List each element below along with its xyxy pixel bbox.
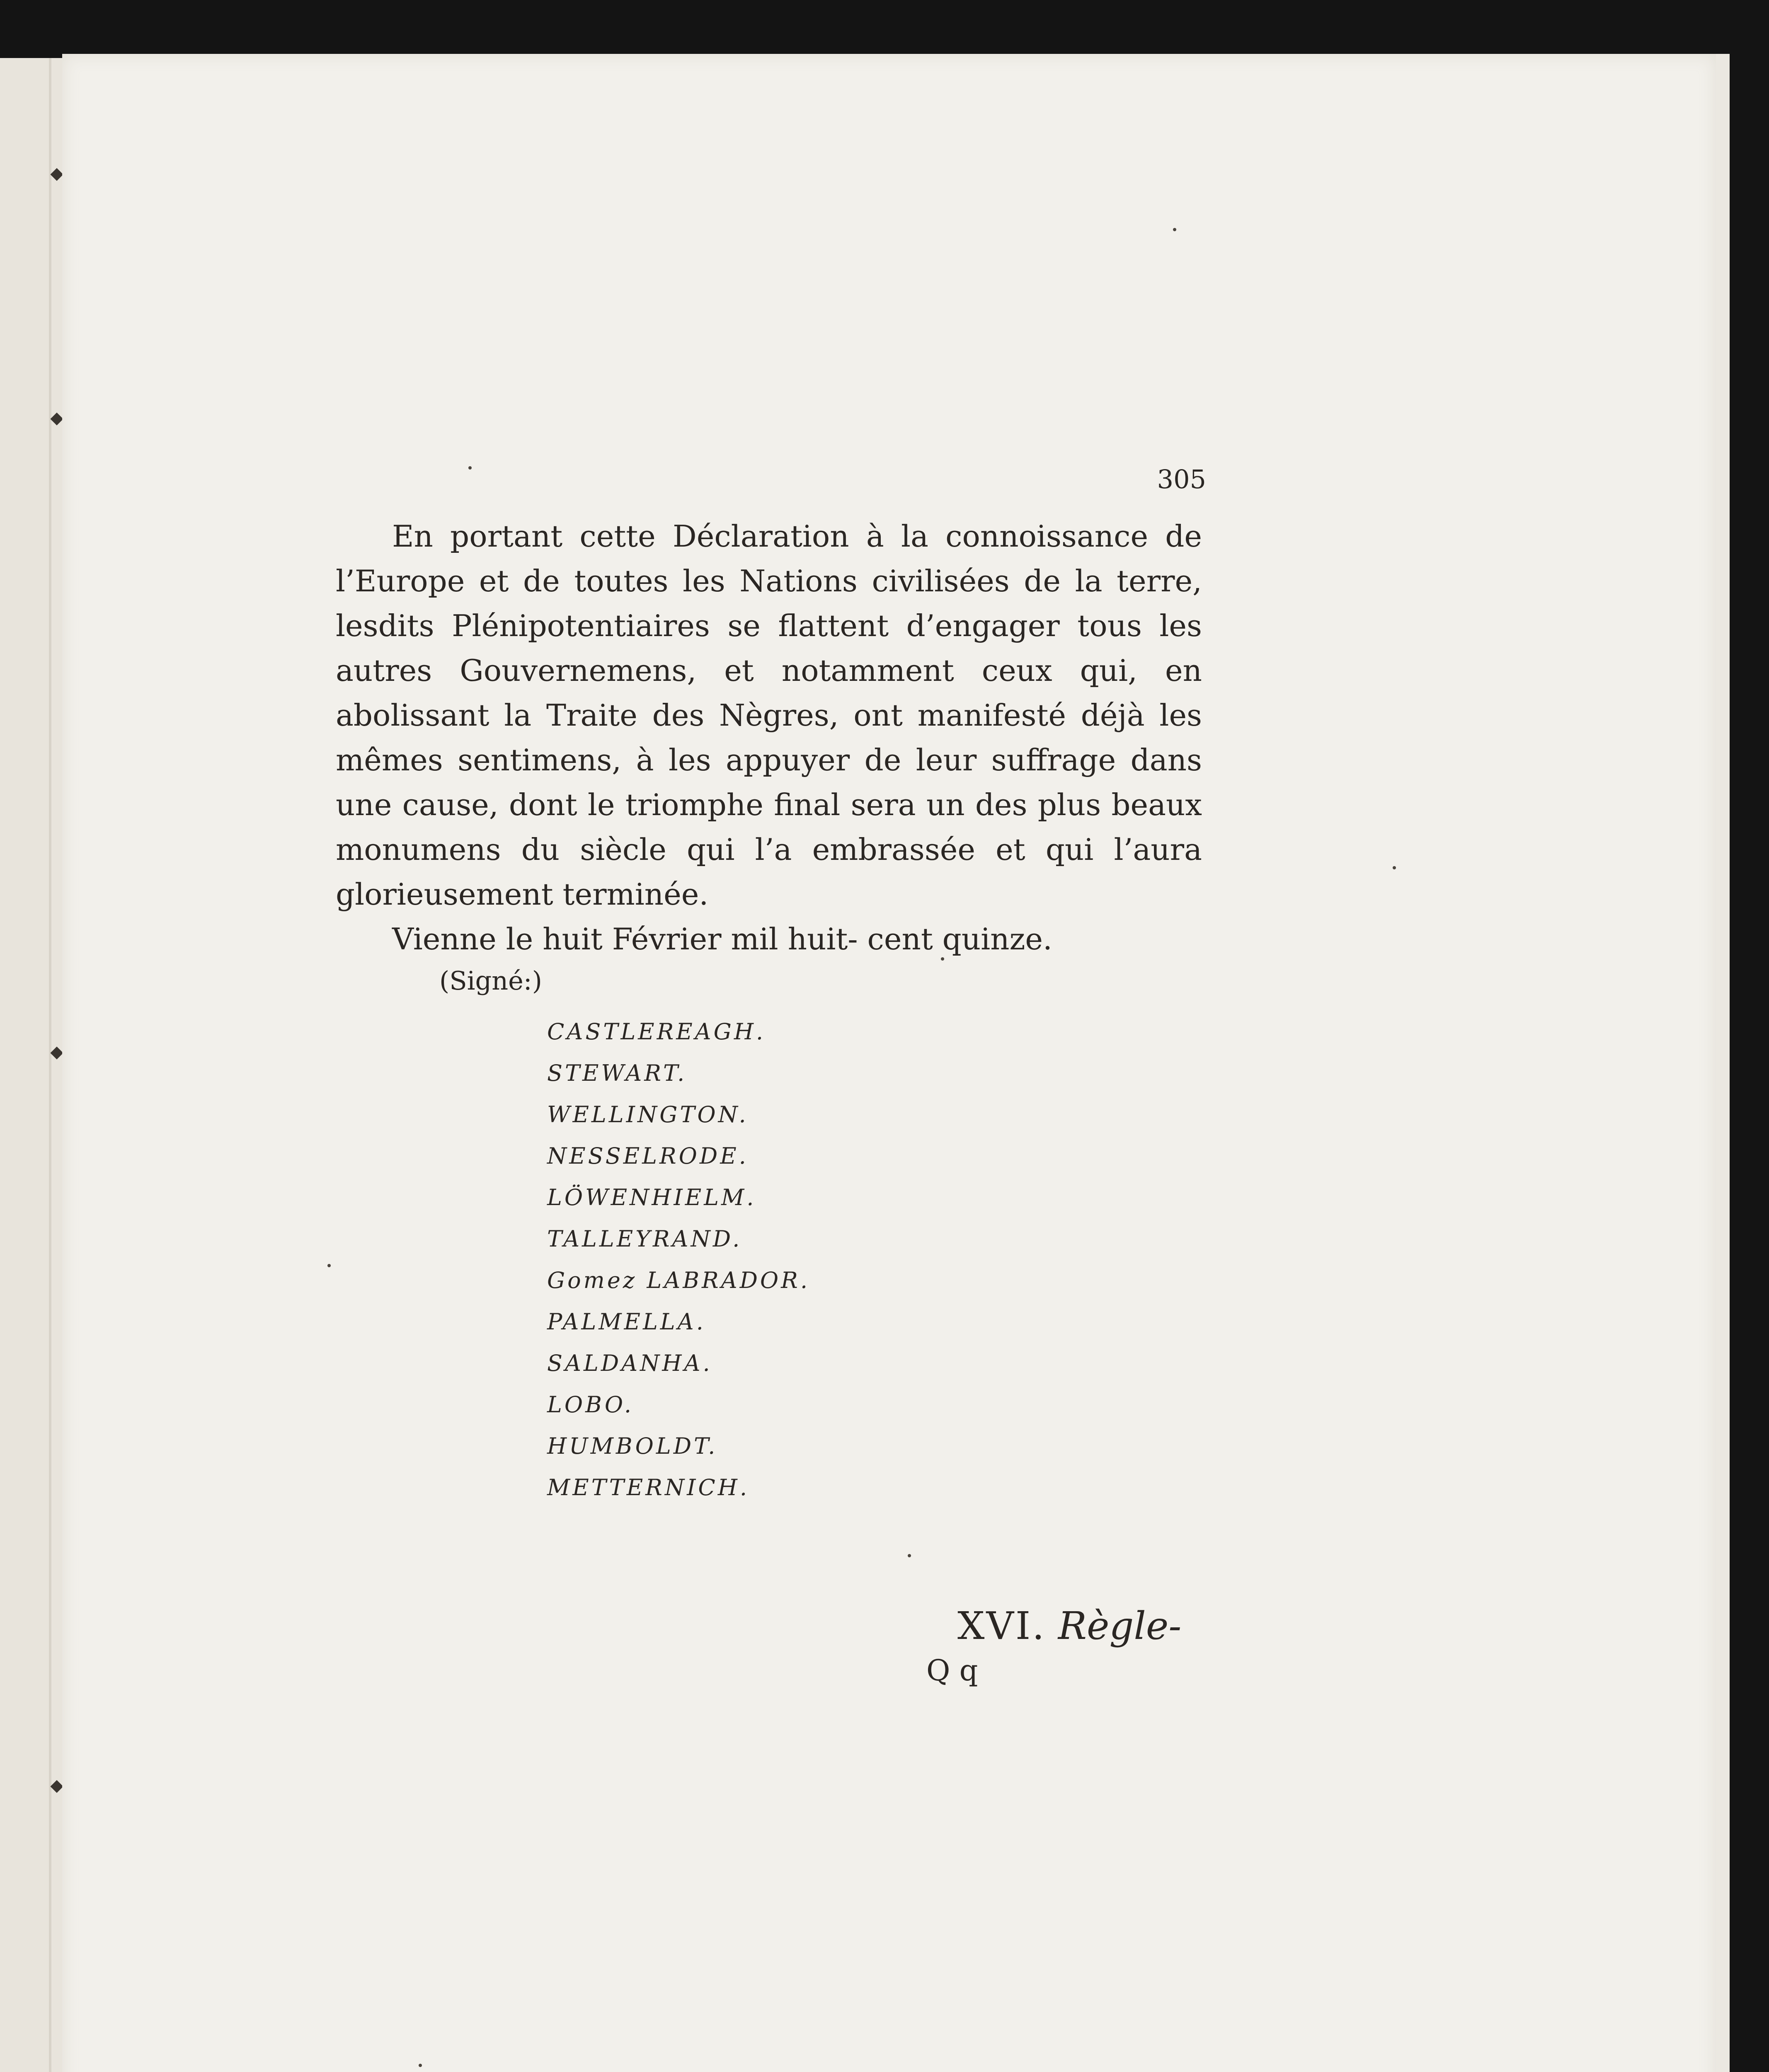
paper-speck (908, 1554, 911, 1557)
catchword-number: XVI. (957, 1604, 1046, 1648)
signatory-name: LÖWENHIELM. (547, 1184, 756, 1210)
declaration-paragraph: En portant cette Déclaration à la connoissance de l’Europe et de toutes les Nations civilisées de la terre, lesdits Plénipotentiaires se flattent d’engager tous les autres Gouvernemens, et notamment ceux qui, en abolissant la Traite des Nègres, ont manifesté déjà les mêmes sentimens, à les appuyer de leur suffrage dans une cause, dont le triomphe final sera un des plus beaux monumens du siècle qui l’a embrassée et qui l’aura glorieusement terminée. (336, 519, 1202, 912)
catchword-text: Règle- (1058, 1604, 1182, 1648)
dateline: Vienne le huit Février mil huit- cent quinze. (392, 922, 1052, 956)
paper-speck (1173, 228, 1176, 231)
signatory-name: SALDANHA. (547, 1350, 712, 1376)
book-page (62, 54, 1716, 2072)
facing-page-fold (49, 58, 51, 2072)
signed-label: (Signé:) (439, 966, 542, 996)
signatory-name: PALMELLA. (547, 1309, 706, 1335)
signatory-name: HUMBOLDT. (547, 1433, 718, 1459)
signatory-name: Gomez LABRADOR. (547, 1267, 810, 1293)
signatory-name: METTERNICH. (547, 1474, 749, 1501)
paper-speck (327, 1264, 331, 1267)
paper-speck (419, 2064, 422, 2067)
signatory-name: TALLEYRAND. (547, 1226, 742, 1252)
paper-speck (468, 466, 472, 470)
signatory-name: LOBO. (547, 1392, 634, 1418)
catchword (957, 1604, 1181, 1648)
page-number: 305 (1157, 464, 1206, 494)
facing-page-edge (0, 58, 65, 2072)
paper-speck (1393, 866, 1396, 869)
signatory-list (547, 1011, 810, 1508)
signatory-name: WELLINGTON. (547, 1101, 749, 1128)
signatory-name: STEWART. (547, 1060, 687, 1086)
paper-speck (941, 957, 944, 961)
signatory-name: NESSELRODE. (547, 1143, 749, 1169)
printer-signature-mark: Q q (926, 1653, 978, 1687)
signatory-name: CASTLEREAGH. (547, 1019, 766, 1045)
main-text-block (336, 514, 1202, 961)
